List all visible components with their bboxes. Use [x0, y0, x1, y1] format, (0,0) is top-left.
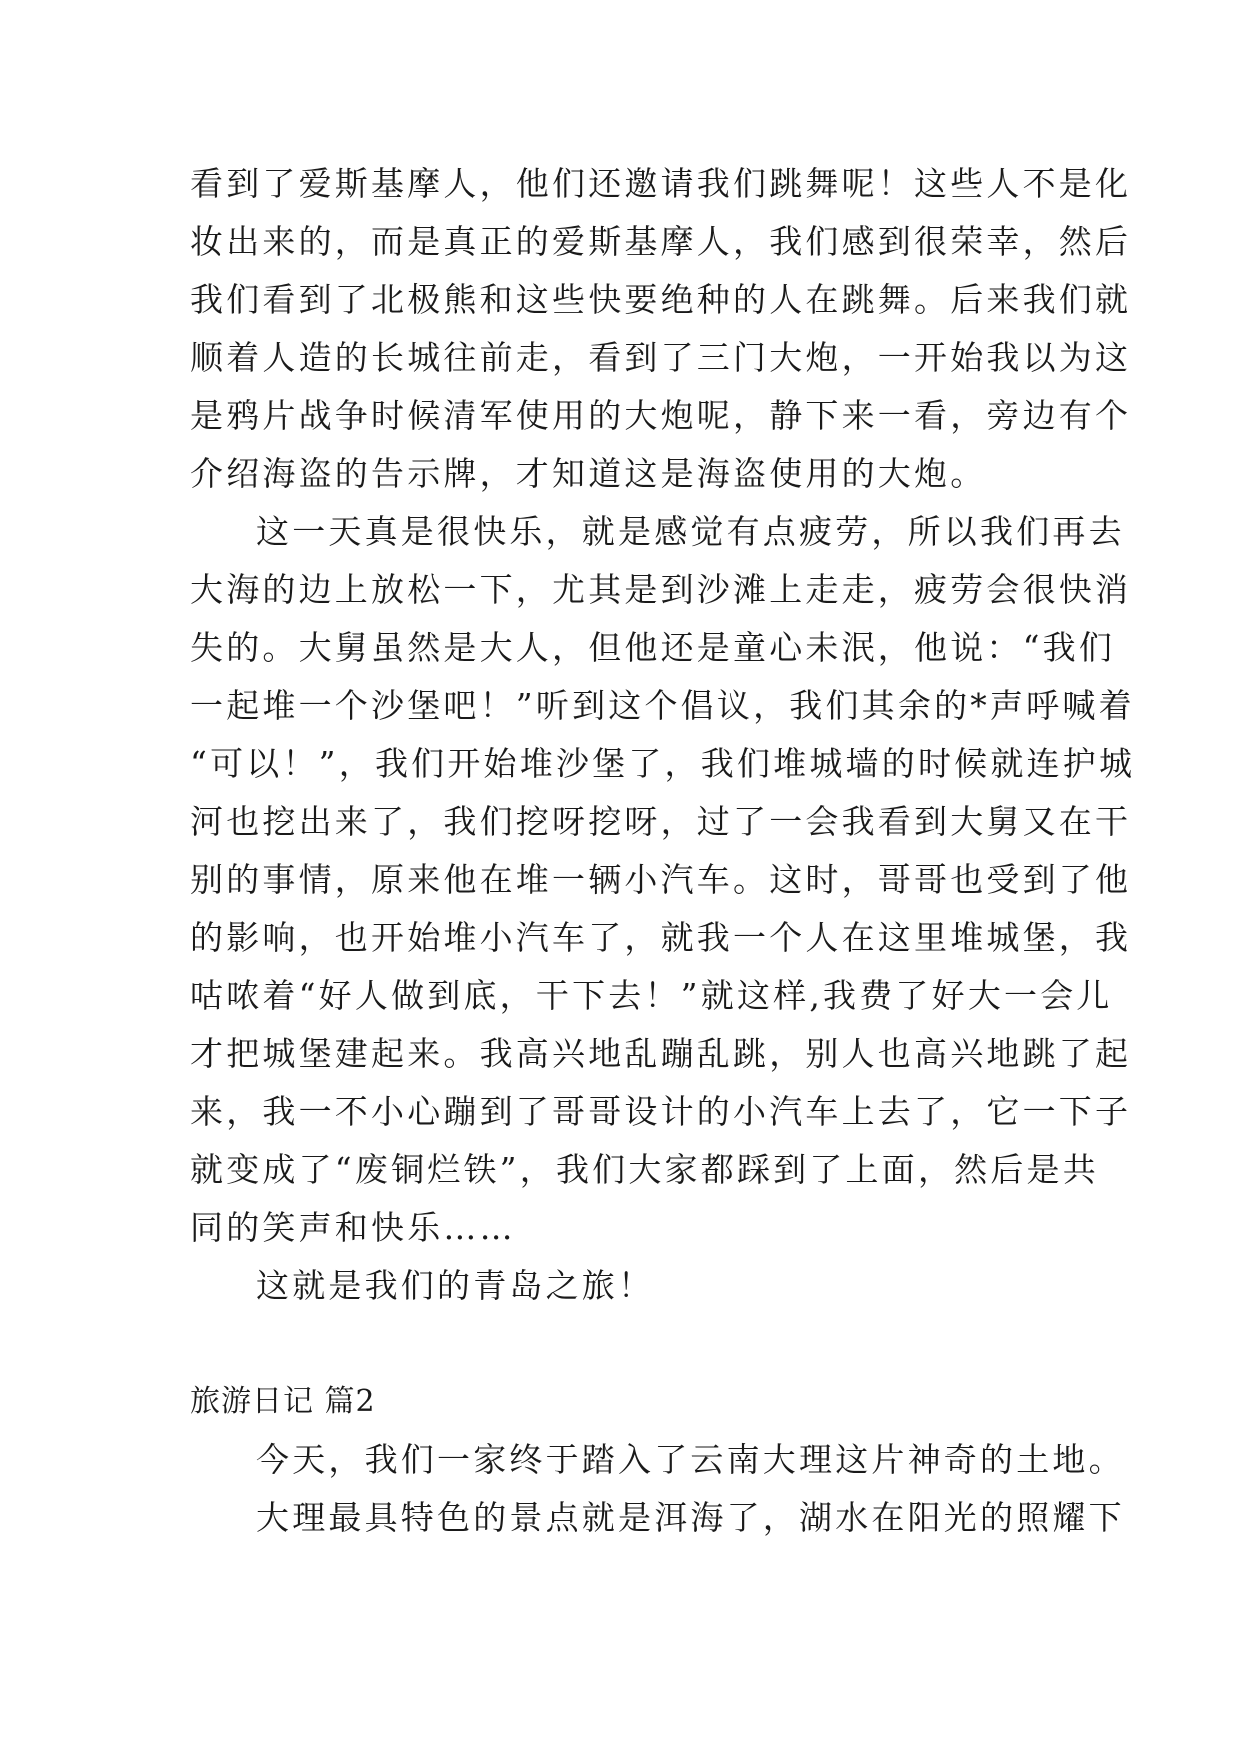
- text-line: 这就是我们的青岛之旅！: [256, 1266, 655, 1305]
- text-line: 同的笑声和快乐……: [190, 1208, 516, 1247]
- text-line: 别的事情，原来他在堆一辆小汽车。这时，哥哥也受到了他: [190, 860, 1132, 899]
- text-line: 咕哝着“好人做到底，干下去！”就这样,我费了好大一会儿: [190, 976, 1113, 1015]
- text-line: 是鸦片战争时候清军使用的大炮呢，静下来一看，旁边有个: [190, 396, 1132, 435]
- paragraph-3: [190, 1257, 1050, 1315]
- section-heading: 旅游日记 篇2: [190, 1384, 376, 1419]
- text-line: 顺着人造的长城往前走，看到了三门大炮，一开始我以为这: [190, 338, 1132, 377]
- text-line: 看到了爱斯基摩人，他们还邀请我们跳舞呢！这些人不是化: [190, 164, 1132, 203]
- section-2-body: [190, 1431, 1125, 1547]
- text-line: “可以！”，我们开始堆沙堡了，我们堆城墙的时候就连护城: [190, 744, 1136, 783]
- text-line: 就变成了“废铜烂铁”，我们大家都踩到了上面，然后是共: [190, 1150, 1099, 1189]
- text-line: 才把城堡建起来。我高兴地乱蹦乱跳，别人也高兴地跳了起: [190, 1034, 1132, 1073]
- text-line: 今天，我们一家终于踏入了云南大理这片神奇的土地。: [256, 1440, 1125, 1479]
- section-spacer: [190, 1315, 1050, 1373]
- text-line: 来，我一不小心蹦到了哥哥设计的小汽车上去了，它一下子: [190, 1092, 1132, 1131]
- text-line: 河也挖出来了，我们挖呀挖呀，过了一会我看到大舅又在干: [190, 802, 1132, 841]
- paragraph-1: [190, 155, 1132, 503]
- text-line: 大海的边上放松一下，尤其是到沙滩上走走，疲劳会很快消: [190, 570, 1132, 609]
- text-line: 我们看到了北极熊和这些快要绝种的人在跳舞。后来我们就: [190, 280, 1132, 319]
- text-line: 的影响，也开始堆小汽车了，就我一个人在这里堆城堡，我: [190, 918, 1132, 957]
- text-line: 失的。大舅虽然是大人，但他还是童心未泯，他说：“我们: [190, 628, 1116, 667]
- paragraph-2: [190, 503, 1136, 1257]
- text-line: 妆出来的，而是真正的爱斯基摩人，我们感到很荣幸，然后: [190, 222, 1132, 261]
- text-line: 这一天真是很快乐，就是感觉有点疲劳，所以我们再去: [256, 512, 1125, 551]
- text-line: 大理最具特色的景点就是洱海了，湖水在阳光的照耀下: [256, 1498, 1125, 1537]
- document-body: [190, 155, 1136, 1547]
- text-line: 介绍海盗的告示牌，才知道这是海盗使用的大炮。: [190, 454, 987, 493]
- text-line: 一起堆一个沙堡吧！”听到这个倡议，我们其余的*声呼喊着: [190, 686, 1135, 725]
